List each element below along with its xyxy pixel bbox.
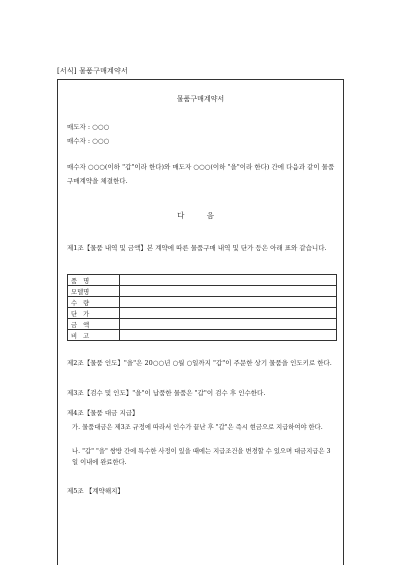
article-3: 제3조【검수 및 인도】"을"이 납품한 물품은 "갑"이 검수 후 인수한다.: [67, 389, 266, 397]
table-row: [68, 297, 337, 308]
row-value: [120, 308, 337, 319]
table-row: [68, 275, 337, 286]
row-label: 금 액: [68, 319, 120, 330]
section-heading: 다 음: [177, 211, 224, 220]
table-row: [68, 319, 337, 330]
row-label: 단 가: [68, 308, 120, 319]
contract-document: [57, 79, 344, 565]
form-label: [서식] 물품구매계약서: [57, 67, 128, 75]
article-4-item-b: 나. "갑" "을" 쌍방 간에 특수한 사정이 있을 때에는 지급조건을 변경할 수 있으며 대금지급은 3일 이내에 완료한다.: [72, 448, 331, 466]
row-label: 수 량: [68, 297, 120, 308]
row-value: [120, 275, 337, 286]
row-value: [120, 286, 337, 297]
article-2: 제2조【물품 인도】"을"은 20○○년 ○월 ○일까지 "갑"이 주문한 상기 물품을 인도키로 한다.: [67, 359, 332, 367]
document-title: 물품구매계약서: [176, 95, 225, 103]
intro-paragraph: 매수자 ○○○(이하 "갑"이라 한다)와 매도자 ○○○(이하 "을"이라 한다) 간에 다음과 같이 물품구매계약을 체결한다.: [67, 163, 335, 185]
row-label: 품 명: [68, 275, 120, 286]
article-1: 제1조【물품 내역 및 금액】본 계약에 따른 물품구매 내역 및 단가 등은 아래 표와 같습니다.: [67, 244, 327, 252]
buyer-line: 매수자 : ○○○: [67, 137, 110, 145]
table-row: [68, 308, 337, 319]
item-table: [67, 274, 337, 341]
row-label: 비 고: [68, 330, 120, 341]
article-4: 제4조【물품 대금 지급】: [67, 409, 139, 417]
seller-line: 매도자 : ○○○: [67, 123, 110, 131]
table-row: [68, 286, 337, 297]
article-4-item-a: 가. 물품대금은 제3조 규정에 따라서 인수가 끝난 후 "갑"은 즉시 현금으로 지급하여야 한다.: [72, 424, 323, 431]
row-value: [120, 330, 337, 341]
row-value: [120, 319, 337, 330]
row-label: 모델명: [68, 286, 120, 297]
article-5: 제5조 【계약해지】: [67, 487, 124, 495]
row-value: [120, 297, 337, 308]
table-row: [68, 330, 337, 341]
